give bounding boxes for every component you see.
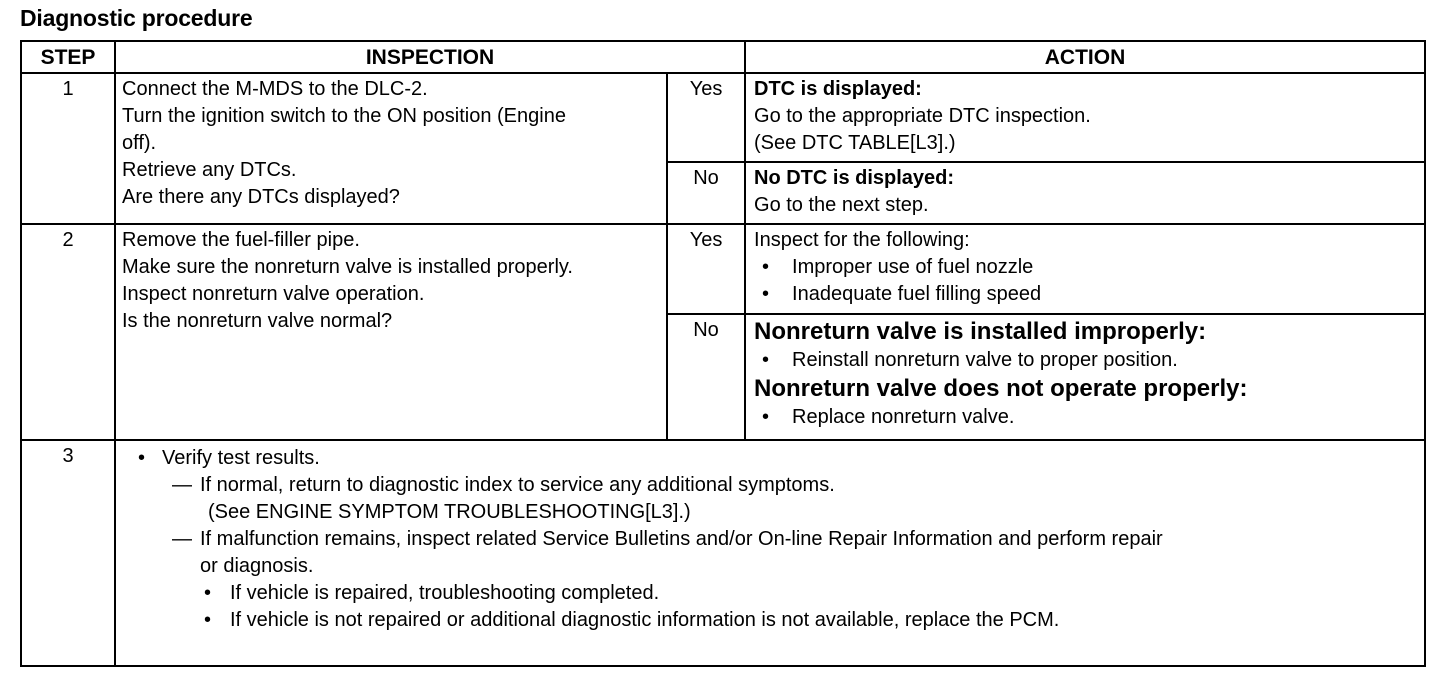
action-line: Inspect for the following:: [754, 229, 970, 251]
inspection-line: Turn the ignition switch to the ON position (Engine off).: [122, 105, 566, 154]
step-1-yes-row: [21, 73, 1425, 162]
step-2-yes-action: [745, 224, 1425, 314]
inspection-line: Make sure the nonreturn valve is installed properly.: [122, 256, 573, 278]
header-inspection: INSPECTION: [115, 41, 745, 73]
yes-label: Yes: [667, 73, 745, 162]
action-bullet: • Improper use of fuel nozzle: [754, 254, 1416, 281]
no-label: No: [667, 162, 745, 224]
step-number: 3: [21, 440, 115, 666]
step-3-sub-bullet: • If vehicle is repaired, troubleshooting completed.: [124, 580, 1416, 607]
step-2-yes-row: [21, 224, 1425, 314]
action-heading: Nonreturn valve does not operate properly:: [754, 375, 1248, 402]
step-1-no-action: [745, 162, 1425, 224]
action-bullet: • Replace nonreturn valve.: [754, 404, 1416, 431]
inspection-line: Is the nonreturn valve normal?: [122, 310, 393, 332]
header-row: [21, 41, 1425, 73]
action-heading: Nonreturn valve is installed improperly:: [754, 318, 1207, 345]
yes-label: Yes: [667, 224, 745, 314]
inspection-line: Connect the M-MDS to the DLC-2.: [122, 78, 428, 100]
action-bullet: • Reinstall nonreturn valve to proper position.: [754, 347, 1416, 374]
step-3-content: [115, 440, 1425, 666]
inspection-line: Remove the fuel-filler pipe.: [122, 229, 360, 251]
header-step: STEP: [21, 41, 115, 73]
step-3-bullet: • Verify test results.: [124, 445, 1416, 472]
step-3-dash-item: — If malfunction remains, inspect related Service Bulletins and/or On-line Repair Information and perform repair: [124, 526, 1416, 553]
step-number: 1: [21, 73, 115, 224]
action-line: Go to the next step.: [754, 194, 929, 216]
step-3-dash-item: — If normal, return to diagnostic index to service any additional symptoms.: [124, 472, 1416, 499]
action-heading: No DTC is displayed:: [754, 167, 955, 189]
step-2-no-action: [745, 314, 1425, 440]
diagnostic-table: [20, 40, 1426, 667]
step-number: 2: [21, 224, 115, 440]
step-3-row: [21, 440, 1425, 666]
step-1-yes-action: [745, 73, 1425, 162]
action-heading: DTC is displayed:: [754, 78, 922, 100]
step-1-inspection: [115, 73, 667, 224]
step-3-sub-bullet: • If vehicle is not repaired or additional diagnostic information is not available, replace the PCM.: [124, 607, 1416, 634]
action-line: (See DTC TABLE[L3].): [754, 132, 956, 154]
no-label: No: [667, 314, 745, 440]
step-2-inspection: [115, 224, 667, 440]
inspection-line: Retrieve any DTCs.: [122, 159, 297, 181]
inspection-line: Are there any DTCs displayed?: [122, 186, 400, 208]
action-bullet: • Inadequate fuel filling speed: [754, 281, 1416, 308]
step-3-continuation: or diagnosis.: [200, 555, 314, 577]
page-title: Diagnostic procedure: [20, 5, 253, 31]
header-action: ACTION: [745, 41, 1425, 73]
step-3-reference: (See ENGINE SYMPTOM TROUBLESHOOTING[L3].): [208, 501, 691, 523]
inspection-line: Inspect nonreturn valve operation.: [122, 283, 425, 305]
action-line: Go to the appropriate DTC inspection.: [754, 105, 1091, 127]
